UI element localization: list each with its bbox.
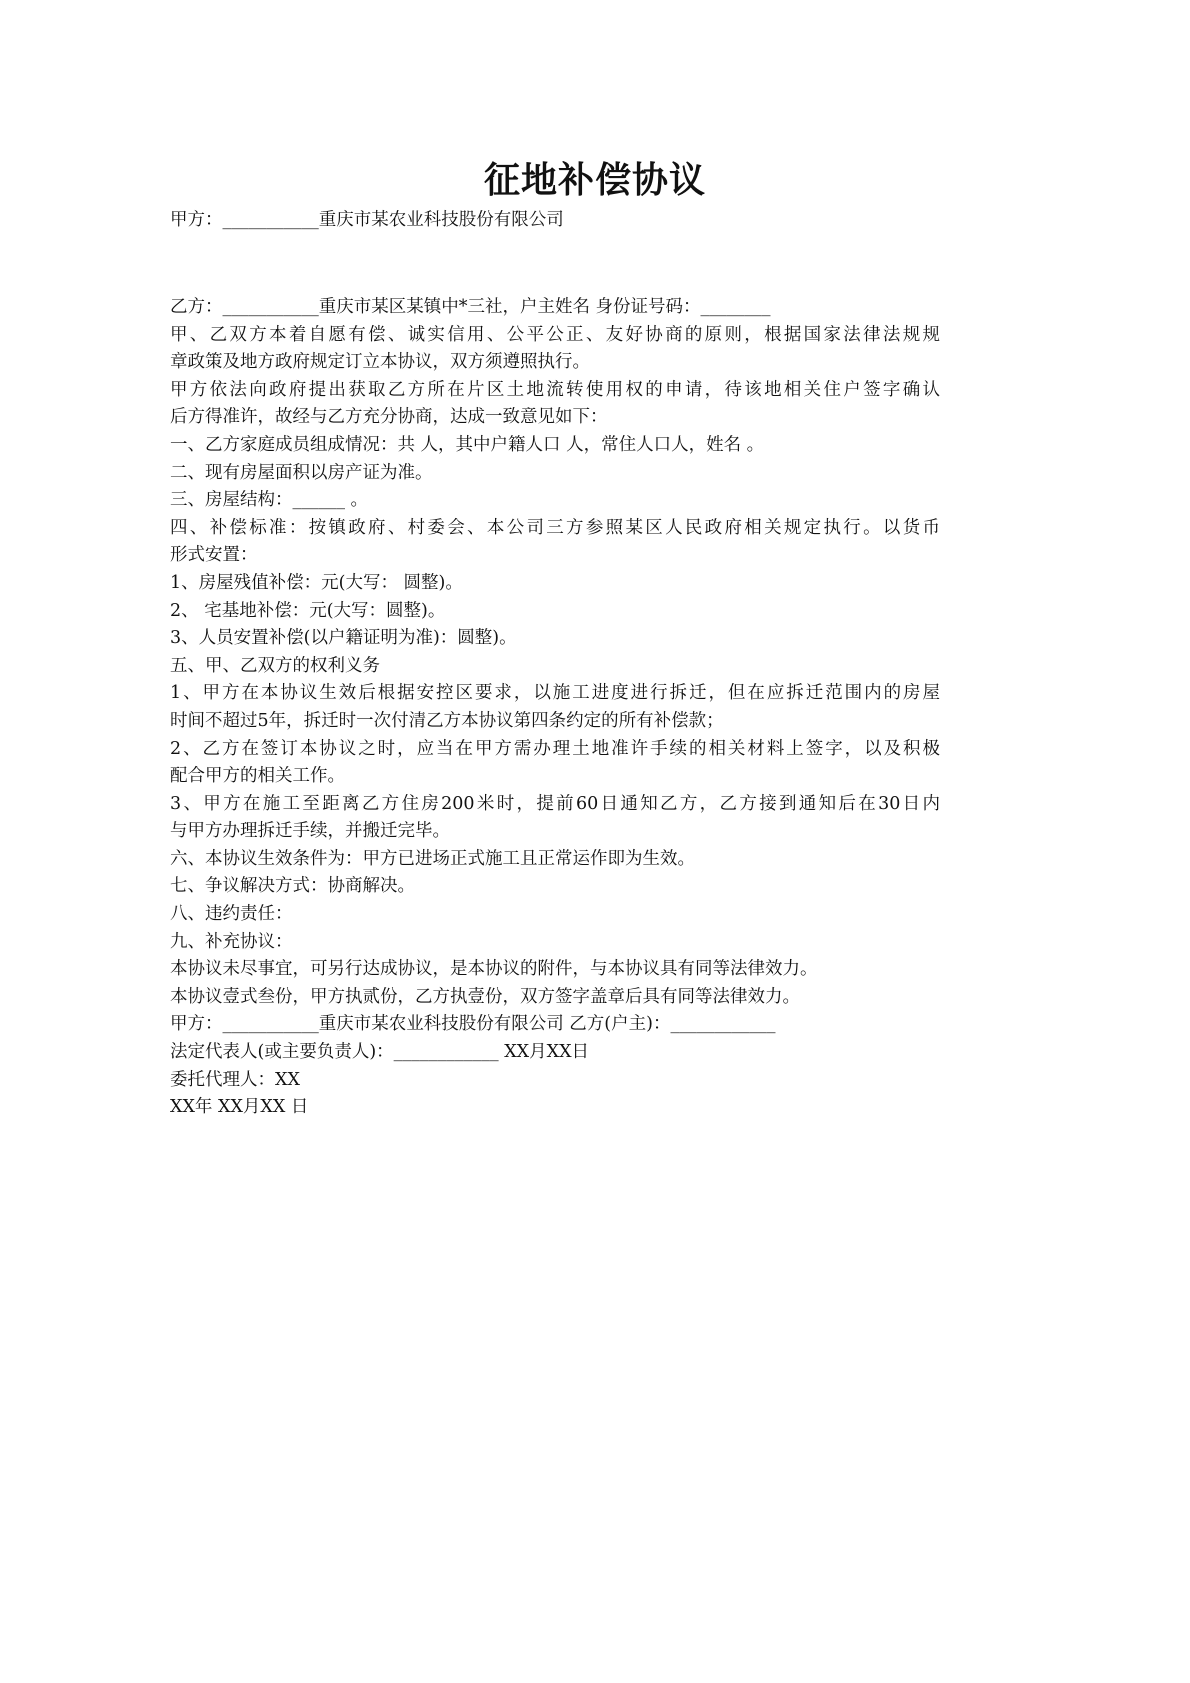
party-a-line: 甲方：___________重庆市某农业科技股份有限公司 <box>170 210 564 230</box>
agreement-line: 三、房屋结构：______ 。 <box>170 490 369 511</box>
agreement-line: XX年 XX月XX 日 <box>170 1097 309 1118</box>
agreement-line: 五、甲、乙双方的权利义务 <box>170 655 380 676</box>
party-a-header <box>170 207 940 235</box>
agreement-line: 3、人员安置补偿(以户籍证明为准)：圆整)。 <box>170 628 517 649</box>
agreement-line: 法定代表人(或主要负责人)：____________ XX月XX日 <box>170 1042 590 1063</box>
agreement-line: 八、违约责任： <box>170 904 293 925</box>
agreement-line: 形式安置： <box>170 545 258 566</box>
agreement-line: 六、本协议生效条件为：甲方已进场正式施工且正常运作即为生效。 <box>170 848 695 869</box>
agreement-line: 2、 宅基地补偿：元(大写：圆整)。 <box>170 600 446 621</box>
agreement-line: 本协议壹式叁份，甲方执贰份，乙方执壹份，双方签字盖章后具有同等法律效力。 <box>170 986 800 1007</box>
agreement-line: 后方得准许，故经与乙方充分协商，达成一致意见如下： <box>170 407 608 428</box>
agreement-line: 章政策及地方政府规定订立本协议，双方须遵照执行。 <box>170 352 590 373</box>
agreement-line: 乙方：___________重庆市某区某镇中*三社，户主姓名 身份证号码：________ <box>170 297 771 317</box>
agreement-line: 九、补充协议： <box>170 931 293 952</box>
agreement-line: 甲方依法向政府提出获取乙方所在片区土地流转使用权的申请，待该地相关住户签字确认 <box>170 379 940 400</box>
agreement-line: 1、甲方在本协议生效后根据安控区要求，以施工进度进行拆迁，但在应拆迁范围内的房屋 <box>170 683 940 704</box>
agreement-line: 甲、乙双方本着自愿有偿、诚实信用、公平公正、友好协商的原则，根据国家法律法规规 <box>170 324 940 345</box>
agreement-line: 3、甲方在施工至距离乙方住房200米时，提前60日通知乙方，乙方接到通知后在30日内 <box>170 793 940 814</box>
agreement-line: 委托代理人：XX <box>170 1069 300 1090</box>
agreement-line: 甲方：___________重庆市某农业科技股份有限公司 乙方(户主)：____________ <box>170 1014 776 1035</box>
agreement-line: 四、补偿标准：按镇政府、村委会、本公司三方参照某区人民政府相关规定执行。以货币 <box>170 517 940 538</box>
agreement-line: 时间不超过5年，拆迁时一次付清乙方本协议第四条约定的所有补偿款； <box>170 710 724 731</box>
agreement-line: 与甲方办理拆迁手续，并搬迁完毕。 <box>170 821 450 842</box>
agreement-line: 配合甲方的相关工作。 <box>170 766 345 787</box>
agreement-line: 一、乙方家庭成员组成情况：共 人，其中户籍人口 人，常住人口人，姓名 。 <box>170 434 765 455</box>
document-title: 征地补偿协议 <box>483 159 706 201</box>
agreement-line: 2、乙方在签订本协议之时，应当在甲方需办理土地准许手续的相关材料上签字，以及积极 <box>170 738 940 759</box>
agreement-line: 本协议未尽事宜，可另行达成协议，是本协议的附件，与本协议具有同等法律效力。 <box>170 959 818 980</box>
agreement-line: 二、现有房屋面积以房产证为准。 <box>170 462 433 483</box>
agreement-line: 1、房屋残值补偿：元(大写： 圆整)。 <box>170 572 463 593</box>
agreement-body <box>170 294 940 1122</box>
agreement-line: 七、争议解决方式：协商解决。 <box>170 876 415 897</box>
